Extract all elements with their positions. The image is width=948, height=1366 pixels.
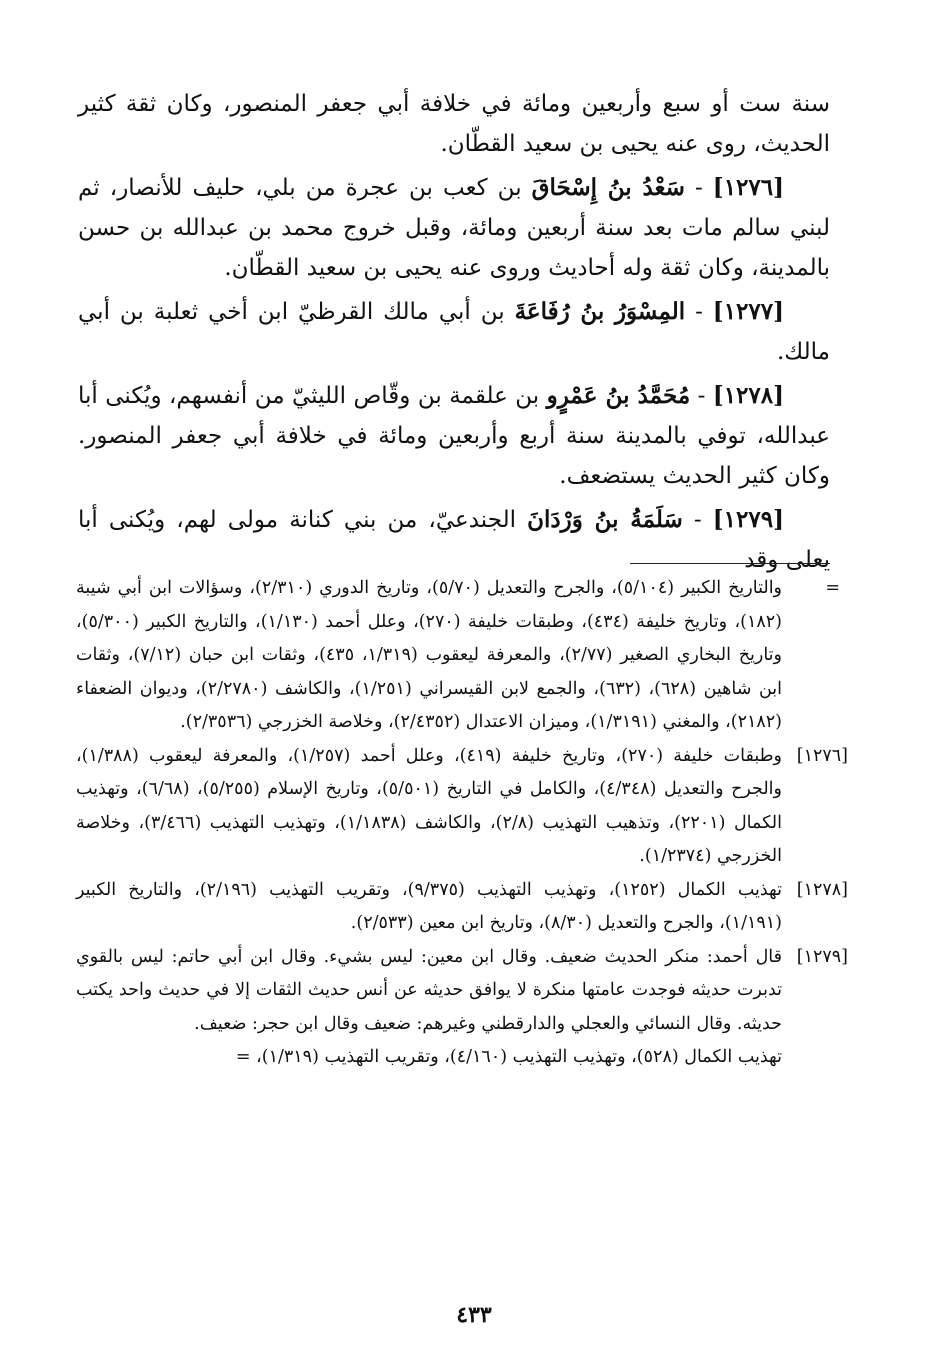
footnote-trailing: تهذيب الكمال (٥٢٨)، وتهذيب التهذيب (٤/١٦٠)، وتقريب التهذيب (١/٣١٩)، = — [235, 1047, 782, 1067]
main-text — [78, 84, 830, 580]
footnote-text: تهذيب الكمال (١٢٥٢)، وتهذيب التهذيب (٩/٣٧٥)، وتقريب التهذيب (٢/١٩٦)، والتاريخ الكبير (١/١٩١)، والجرح والتعديل (٨/٣٠)، وتاريخ ابن معين (٢/٥٣٣). — [76, 879, 782, 933]
entry-1276: [١٢٧٦] - سَعْدُ بنُ إِسْحَاقَ بن كعب بن عجرة من بلي، حليف للأنصار، ثم لبني سالم مات بعد سنة أربعين ومائة، وقبل خروج محمد بن عبدالله بن حسن بالمدينة، وكان ثقة وله أحاديث وروى عنه يحيى بن سعيد القطّان. — [78, 174, 830, 281]
entry-1278: [١٢٧٨] - مُحَمَّدُ بنُ عَمْرٍو بن علقمة بن وقّاص الليثيّ من أنفسهم، ويُكنى أبا عبدالله، توفي بالمدينة سنة أربع وأربعين ومائة في خلافة أبي جعفر المنصور. وكان كثير الحديث يستضعف. — [78, 382, 830, 489]
footnote-number: [١٢٧٨] — [796, 879, 848, 900]
entry-number: [١٢٧٩] — [712, 506, 784, 533]
footnote-marker: = — [825, 578, 840, 598]
footnote-1276 — [76, 740, 848, 874]
footnote-text: قال أحمد: منكر الحديث ضعيف. وقال ابن معين: ليس بشيء. وقال ابن أبي حاتم: ليس بالقوي تدبرت حديثه فوجدت عامتها منكرة لا يوافق حديثه عن أنس حديث الثقات إلا في حديث واحد يكتب حديثه. وقال النسائي والعجلي والدارقطني وغيرهم: ضعيف وقال ابن حجر: ضعيف. — [76, 946, 782, 1034]
intro-paragraph: سنة ست أو سبع وأربعين ومائة في خلافة أبي جعفر المنصور، وكان ثقة كثير الحديث، روى عنه يحيى بن سعيد القطّان. — [78, 91, 830, 157]
footnote-text: وطبقات خليفة (٢٧٠)، وتاريخ خليفة (٤١٩)، وعلل أحمد (١/٢٥٧)، والمعرفة ليعقوب (١/٣٨٨)، والجرح والتعديل (٤/٣٤٨)، والكامل في التاريخ (٥/٥٠١)، وتاريخ الإسلام (٥/٢٥٥)، (٦/٦٨)، وتهذيب الكمال (٢٢٠١)، وتذهيب التهذيب (٢/٨)، والكاشف (١/١٨٣٨)، وتهذيب التهذيب (٣/٤٦٦)، وخلاصة الخزرجي (١/٢٣٧٤). — [76, 745, 782, 866]
footnote-continued — [76, 572, 848, 740]
entry-text: بن علقمة بن وقّاص الليثيّ من أنفسهم، ويُكنى أبا عبدالله، توفي بالمدينة سنة أربع وأربعين ومائة في خلافة أبي جعفر المنصور. وكان كثير الحديث يستضعف. — [78, 383, 830, 489]
footnote-divider — [630, 563, 830, 564]
entry-number: [١٢٧٧] — [712, 298, 784, 325]
footnote-1279 — [76, 941, 848, 1042]
entry-1277: [١٢٧٧] - المِسْوَرُ بنُ رُفَاعَةَ بن أبي مالك القرظيّ ابن أخي ثعلبة بن أبي مالك. — [78, 298, 830, 365]
entry-number: [١٢٧٦] — [712, 174, 784, 201]
footnote-1278 — [76, 874, 848, 941]
footnote-text: والتاريخ الكبير (٥/١٠٤)، والجرح والتعديل (٥/٧٠)، وتاريخ الدوري (٢/٣١٠)، وسؤالات ابن أبي شيبة (١٨٢)، وتاريخ خليفة (٤٣٤)، وطبقات خليفة (٢٧٠)، وعلل أحمد (١/١٣٠)، والتاريخ الكبير (٥/٣٠٠)، وتاريخ البخاري الصغير (٢/٧٧)، والمعرفة ليعقوب (١/٣١٩، ٤٣٥)، وثقات ابن حبان (٧/١٢)، وثقات ابن شاهين (٦٢٨)، (٦٣٢)، والجمع لابن القيسراني (١/٢٥١)، والكاشف (٢/٢٧٨٠)، وديوان الضعفاء (٢١٨٢)، والمغني (١/٣١٩١)، وميزان الاعتدال (٢/٤٣٥٢)، وخلاصة الخزرجي (٢/٣٥٣٦). — [76, 578, 783, 732]
entry-number: [١٢٧٨] — [712, 382, 785, 409]
entry-1279: [١٢٧٩] - سَلَمَةُ بنُ وَرْدَانَ الجندعيّ، من بني كنانة مولى لهم، ويُكنى أبا يعلى وقد — [78, 506, 830, 573]
entry-text: بن كعب بن عجرة من بلي، حليف للأنصار، ثم لبني سالم مات بعد سنة أربعين ومائة، وقبل خروج محمد بن عبدالله بن حسن بالمدينة، وكان ثقة وله أحاديث وروى عنه يحيى بن سعيد القطّان. — [78, 175, 830, 281]
entry-text: الجندعيّ، من بني كنانة مولى لهم، ويُكنى أبا يعلى وقد — [78, 507, 830, 573]
footnote-number: [١٢٧٩] — [796, 946, 848, 967]
footnotes — [76, 572, 848, 1075]
entry-name: سَعْدُ بنُ إِسْحَاقَ — [531, 174, 685, 201]
page-number: ٤٣٣ — [456, 1302, 492, 1328]
entry-text: بن أبي مالك القرظيّ ابن أخي ثعلبة بن أبي مالك. — [78, 299, 830, 365]
entry-name: المِسْوَرُ بنُ رُفَاعَةَ — [514, 298, 686, 325]
entry-name: مُحَمَّدُ بنُ عَمْرٍو — [546, 382, 691, 409]
entry-name: سَلَمَةُ بنُ وَرْدَانَ — [527, 506, 683, 533]
footnote-number: [١٢٧٦] — [796, 745, 848, 766]
